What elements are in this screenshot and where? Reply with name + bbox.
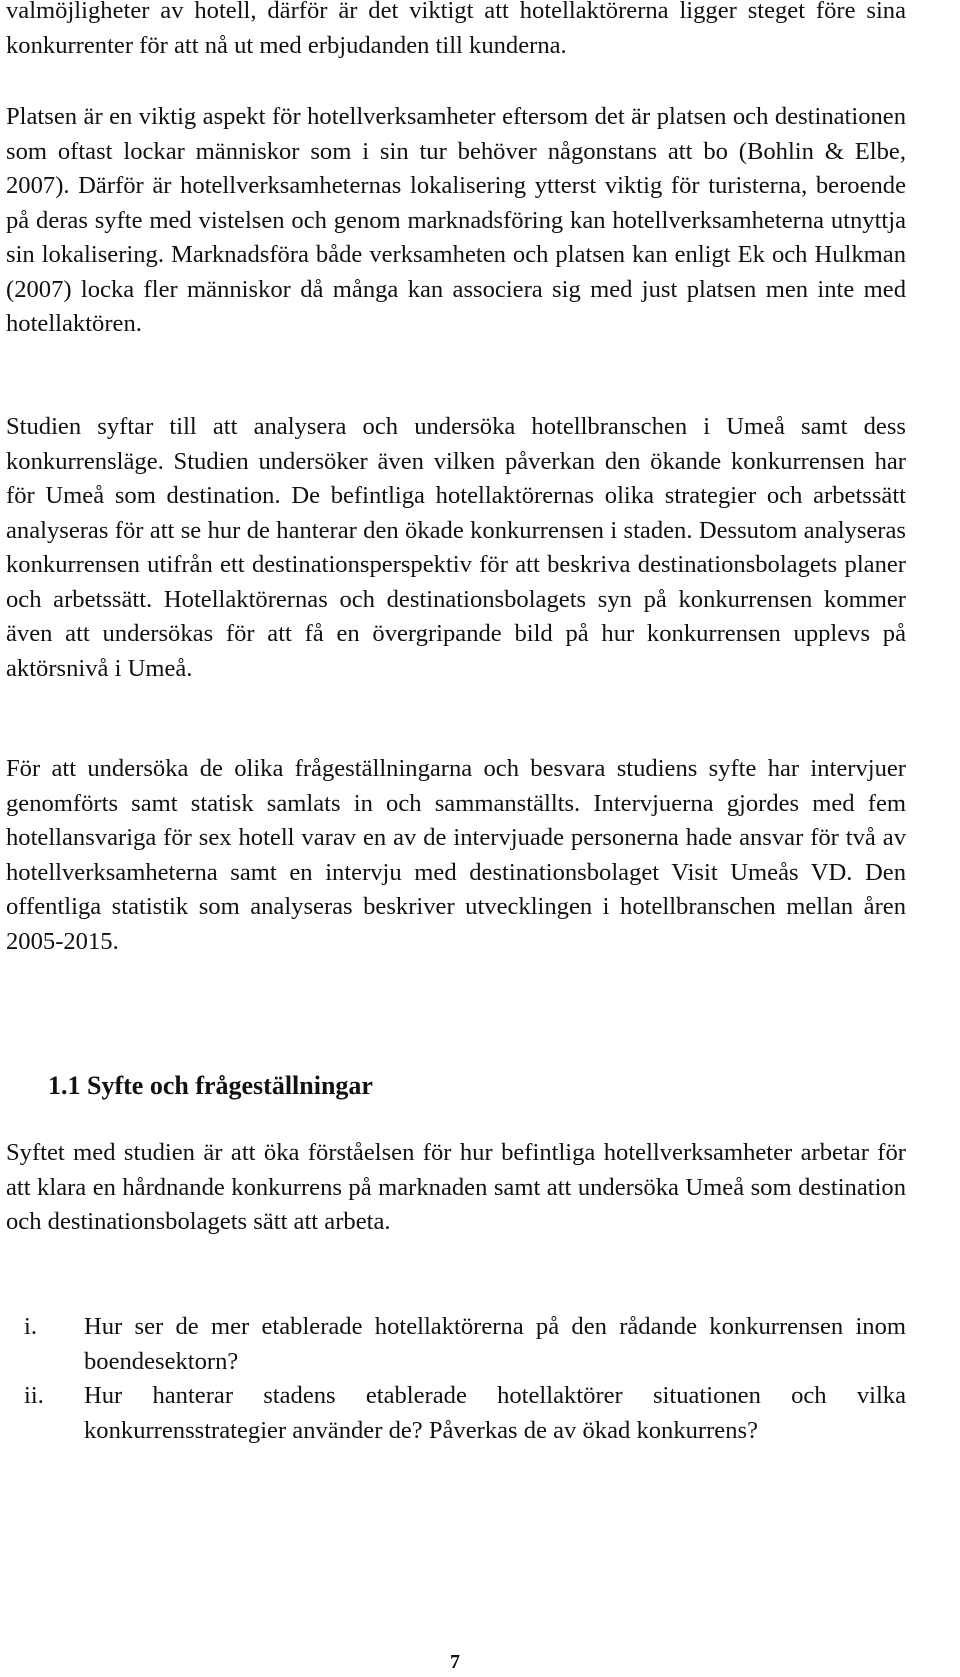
location-paragraph: Platsen är en viktig aspekt för hotellverksamheter eftersom det är platsen och destinationen som oftast lockar människor som i sin tur behöver någonstans att bo (Bohlin & Elbe, 2007). Därför är hotellverksamheternas lokalisering ytterst viktig för turisterna, beroende på deras syfte med vistelsen och genom marknadsföring kan hotellverksamheterna utnyttja sin lokalisering. Marknadsföra både verksamheten och platsen kan enligt Ek och Hulkman (2007) locka fler människor då många kan associera sig med just platsen men inte med hotellaktören. [6, 103, 906, 337]
research-questions-list [6, 1310, 906, 1448]
list-item-text: Hur ser de mer etablerade hotellaktörerna på den rådande konkurrensen inom boendesektorn? [84, 1313, 906, 1375]
method-paragraph: För att undersöka de olika frågeställningarna och besvara studiens syfte har intervjuer genomförts samt statisk samlats in och sammanställts. Intervjuerna gjordes med fem hotellansvariga för sex hotell varav en av de intervjuade personerna hade ansvar för två av hotellverksamheterna samt en intervju med destinationsbolaget Visit Umeås VD. Den offentliga statistik som analyseras beskriver utvecklingen i hotellbranschen mellan åren 2005-2015. [6, 755, 906, 955]
page-number: 7 [450, 1651, 460, 1673]
study-paragraph: Studien syftar till att analysera och undersöka hotellbranschen i Umeå samt dess konkurrensläge. Studien undersöker även vilken påverkan den ökande konkurrensen har för Umeå som destination. De befintliga hotellaktörernas olika strategier och arbetssätt analyseras för att se hur de hanterar den ökade konkurrensen i staden. Dessutom analyseras konkurrensen utifrån ett destinationsperspektiv för att beskriva destinationsbolagets planer och arbetssätt. Hotellaktörernas och destinationsbolagets syn på konkurrensen kommer även att undersökas för att få en övergripande bild på hur konkurrensen upplevs på aktörsnivå i Umeå. [6, 413, 906, 682]
list-item-number: ii. [24, 1382, 44, 1409]
purpose-paragraph: Syftet med studien är att öka förståelsen för hur befintliga hotellverksamheter arbetar för att klara en hårdnande konkurrens på marknaden samt att undersöka Umeå som destination och destinationsbolagets sätt att arbeta. [6, 1139, 906, 1235]
list-item [6, 1379, 906, 1448]
section-heading: 1.1 Syfte och frågeställningar [48, 1071, 373, 1100]
list-item-number: i. [24, 1313, 37, 1340]
list-item [6, 1310, 906, 1379]
intro-paragraph: valmöjligheter av hotell, därför är det viktigt att hotellaktörerna ligger steget före sina konkurrenter för att nå ut med erbjudanden till kunderna. [6, 0, 906, 59]
list-item-text: Hur hanterar stadens etablerade hotellaktörer situationen och vilka konkurrensstrategier använder de? Påverkas de av ökad konkurrens? [84, 1382, 906, 1444]
